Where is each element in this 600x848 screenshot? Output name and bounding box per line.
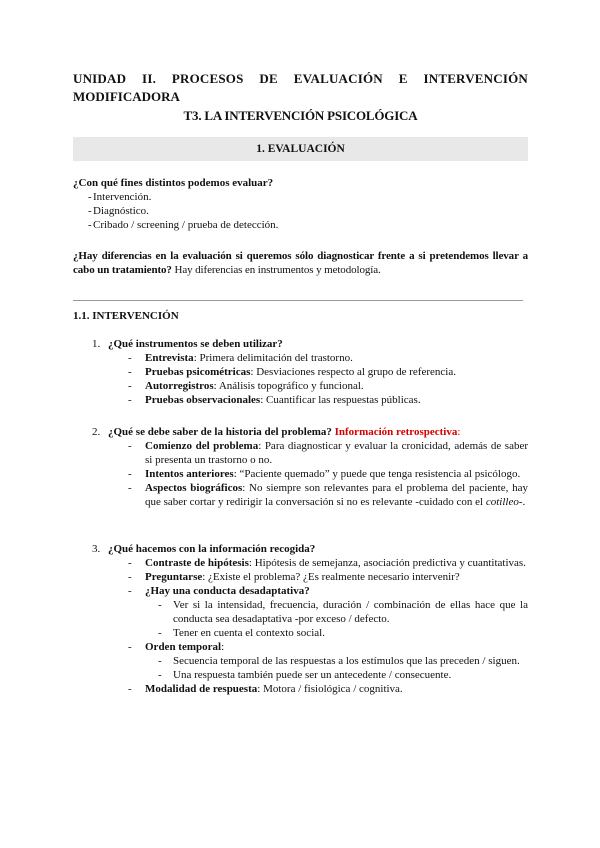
orden-sublist	[145, 654, 528, 682]
fines-block	[73, 176, 528, 232]
question-2: 2. ¿Qué se debe saber de la historia del problema? Información retrospectiva: - Comienzo del problema: Para diagnosticar y evaluar la cronicidad, además de saber si presenta un trastorno o no. - Intentos anteriores: “Paciente quemado” y puede que tenga resistencia al psicólogo. - Aspectos biográficos: No siempre son relevantes para el problema del paciente, hay que saber cortar y redirigir la conversación si no es relevante -cuidado con el cotilleo-.	[73, 425, 528, 509]
list-item: - Autorregistros: Análisis topográfico y funcional.	[128, 380, 364, 392]
question-text: ¿Qué instrumentos se deben utilizar?	[108, 338, 283, 350]
question-text: ¿Qué hacemos con la información recogida?	[108, 543, 316, 555]
list-item: - Preguntarse: ¿Existe el problema? ¿Es realmente necesario intervenir?	[128, 571, 460, 583]
list-item: - Secuencia temporal de las respuestas a los estímulos que las preceden / siguen.	[158, 655, 520, 667]
list-item: - Comienzo del problema: Para diagnosticar y evaluar la cronicidad, además de saber si presenta un trastorno o no.	[128, 440, 529, 466]
question-1	[73, 337, 528, 407]
list-item: - Una respuesta también puede ser un antecedente / consecuente.	[158, 669, 452, 681]
list-item: - Pruebas observacionales: Cuantificar las respuestas públicas.	[128, 394, 421, 406]
horizontal-rule	[73, 300, 523, 301]
diferencias-answer: Hay diferencias en instrumentos y metodología.	[171, 264, 381, 276]
list-item: - Cribado / screening / prueba de detección.	[73, 218, 528, 232]
question-number: 2.	[92, 426, 101, 438]
diferencias-question: ¿Hay diferencias en la evaluación si queremos sólo diagnosticar frente a si pretendemos llevar a cabo un tratamiento?	[73, 250, 528, 276]
title-line-3: T3. LA INTERVENCIÓN PSICOLÓGICA	[183, 108, 418, 123]
section-heading-evaluacion: 1. EVALUACIÓN	[73, 137, 528, 161]
list-item: - Orden temporal: - Secuencia temporal de las respuestas a los estímulos que las preceden / siguen. - Una respuesta también puede ser un antecedente / consecuente.	[73, 640, 528, 682]
question-3	[73, 542, 528, 696]
fines-question: ¿Con qué fines distintos podemos evaluar?	[73, 177, 274, 189]
question-number: 1.	[92, 338, 101, 350]
subsection-heading-intervencion: 1.1. INTERVENCIÓN	[73, 310, 179, 322]
list-item: - Intervención.	[73, 190, 528, 204]
instrumentos-list	[73, 351, 528, 407]
list-item: - Tener en cuenta el contexto social.	[158, 627, 325, 639]
informacion-list	[73, 556, 528, 696]
list-item: - Contraste de hipótesis: Hipótesis de semejanza, asociación predictiva y cuantitativas.	[128, 557, 526, 569]
highlight-text: Información retrospectiva	[334, 426, 458, 438]
list-item: - Aspectos biográficos: No siempre son relevantes para el problema del paciente, hay que saber cortar y redirigir la conversación si no es relevante -cuidado con el cotilleo-.	[128, 482, 528, 508]
question-number: 3.	[92, 543, 101, 555]
question-text: ¿Qué se debe saber de la historia del problema?	[108, 426, 332, 438]
list-item: - Ver si la intensidad, frecuencia, duración / combinación de ellas hace que la conducta sea desadaptativa -por exceso / defecto.	[158, 599, 528, 625]
list-item: - Diagnóstico.	[73, 204, 528, 218]
title-line-1: UNIDAD II. PROCESOS DE EVALUACIÓN E INTERVENCIÓN	[73, 71, 528, 86]
fines-list	[73, 190, 528, 232]
conducta-sublist	[145, 598, 528, 640]
list-item: - Intentos anteriores: “Paciente quemado” y puede que tenga resistencia al psicólogo.	[128, 468, 521, 480]
list-item: - ¿Hay una conducta desadaptativa? - Ver si la intensidad, frecuencia, duración / combinación de ellas hace que la conducta sea desadaptativa -por exceso / defecto. - Tener en cuenta el contexto social.	[128, 585, 528, 639]
list-item: - Pruebas psicométricas: Desviaciones respecto al grupo de referencia.	[128, 366, 456, 378]
diferencias-block	[73, 249, 528, 277]
historia-list	[73, 439, 528, 509]
list-item: - Entrevista: Primera delimitación del trastorno.	[128, 352, 353, 364]
document-title	[73, 70, 528, 125]
list-item: - Modalidad de respuesta: Motora / fisiológica / cognitiva.	[128, 683, 403, 695]
title-line-2: MODIFICADORA	[73, 89, 180, 104]
